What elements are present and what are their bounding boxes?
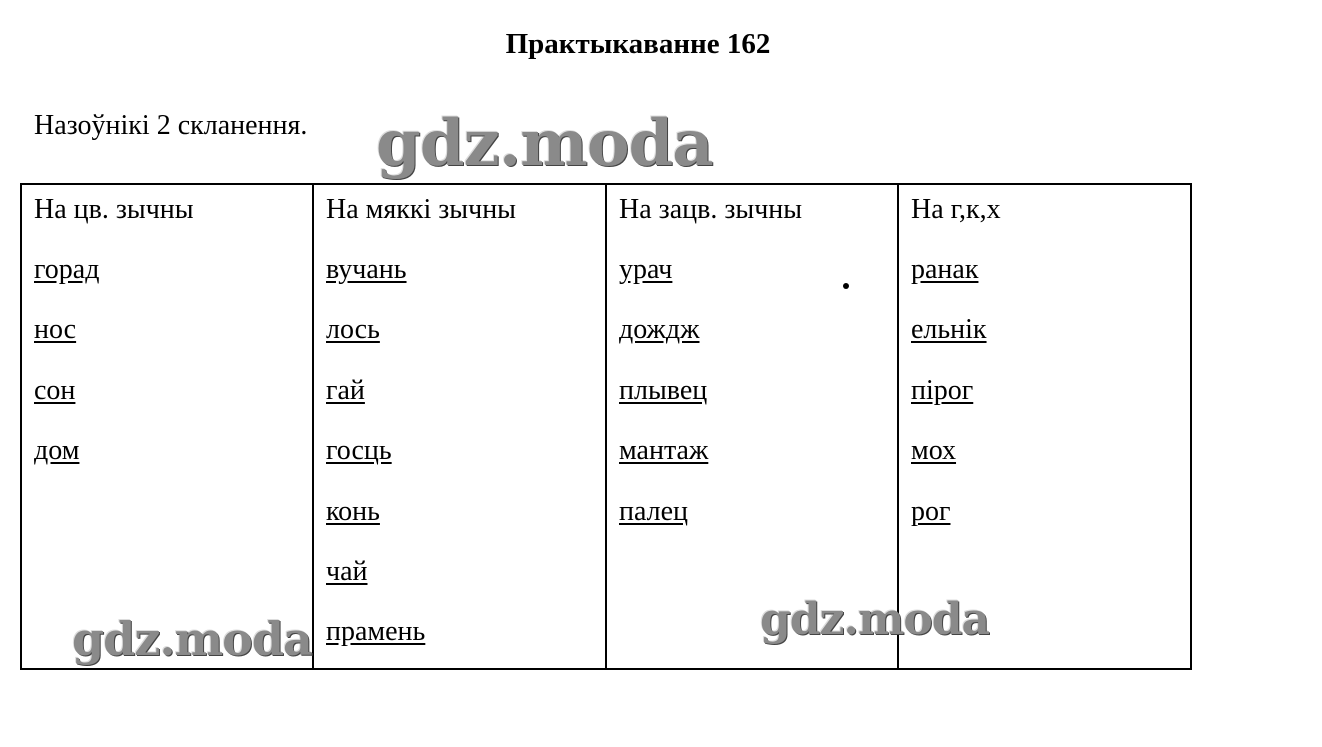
- word-list: [911, 253, 987, 555]
- column-header: На г,к,х: [911, 194, 1001, 225]
- column-header: На мяккі зычны: [326, 194, 516, 225]
- watermark-logo: gdz.moda: [376, 106, 713, 181]
- list-item: ранак: [911, 254, 979, 285]
- list-item: дом: [34, 435, 80, 467]
- page-title: Практыкаванне 162: [505, 28, 771, 60]
- list-item: вучань: [326, 254, 407, 285]
- table-column-hard-consonant: [22, 185, 314, 668]
- list-item: госць: [326, 435, 392, 467]
- list-item: дождж: [619, 314, 700, 346]
- list-item: гай: [326, 374, 365, 406]
- list-item: прамень: [326, 616, 426, 648]
- list-item: ельнік: [911, 314, 987, 346]
- declension-table: [20, 183, 1192, 670]
- word-list: [326, 253, 425, 676]
- column-header: На цв. зычны: [34, 194, 194, 225]
- column-header: На зацв. зычны: [619, 194, 803, 225]
- list-item: палец: [619, 495, 689, 527]
- list-item: рог: [911, 495, 951, 527]
- watermark-logo: gdz.moda: [760, 594, 990, 645]
- exercise-instruction: Назоўнікі 2 скланення.: [34, 110, 308, 141]
- table-column-soft-consonant: [314, 185, 607, 668]
- ink-dot: [843, 283, 849, 289]
- word-list: [619, 253, 708, 555]
- list-item: нос: [34, 314, 77, 346]
- list-item: горад: [34, 254, 100, 285]
- list-item: пірог: [911, 374, 974, 406]
- list-item: конь: [326, 495, 380, 527]
- list-item: лось: [326, 314, 380, 346]
- list-item: сон: [34, 374, 76, 406]
- word-list: [34, 253, 99, 495]
- list-item: мох: [911, 435, 957, 467]
- list-item: чай: [326, 555, 368, 587]
- list-item: плывец: [619, 374, 708, 406]
- list-item: мантаж: [619, 435, 709, 467]
- watermark-logo: gdz.moda: [72, 612, 312, 666]
- list-item: урач: [619, 254, 673, 285]
